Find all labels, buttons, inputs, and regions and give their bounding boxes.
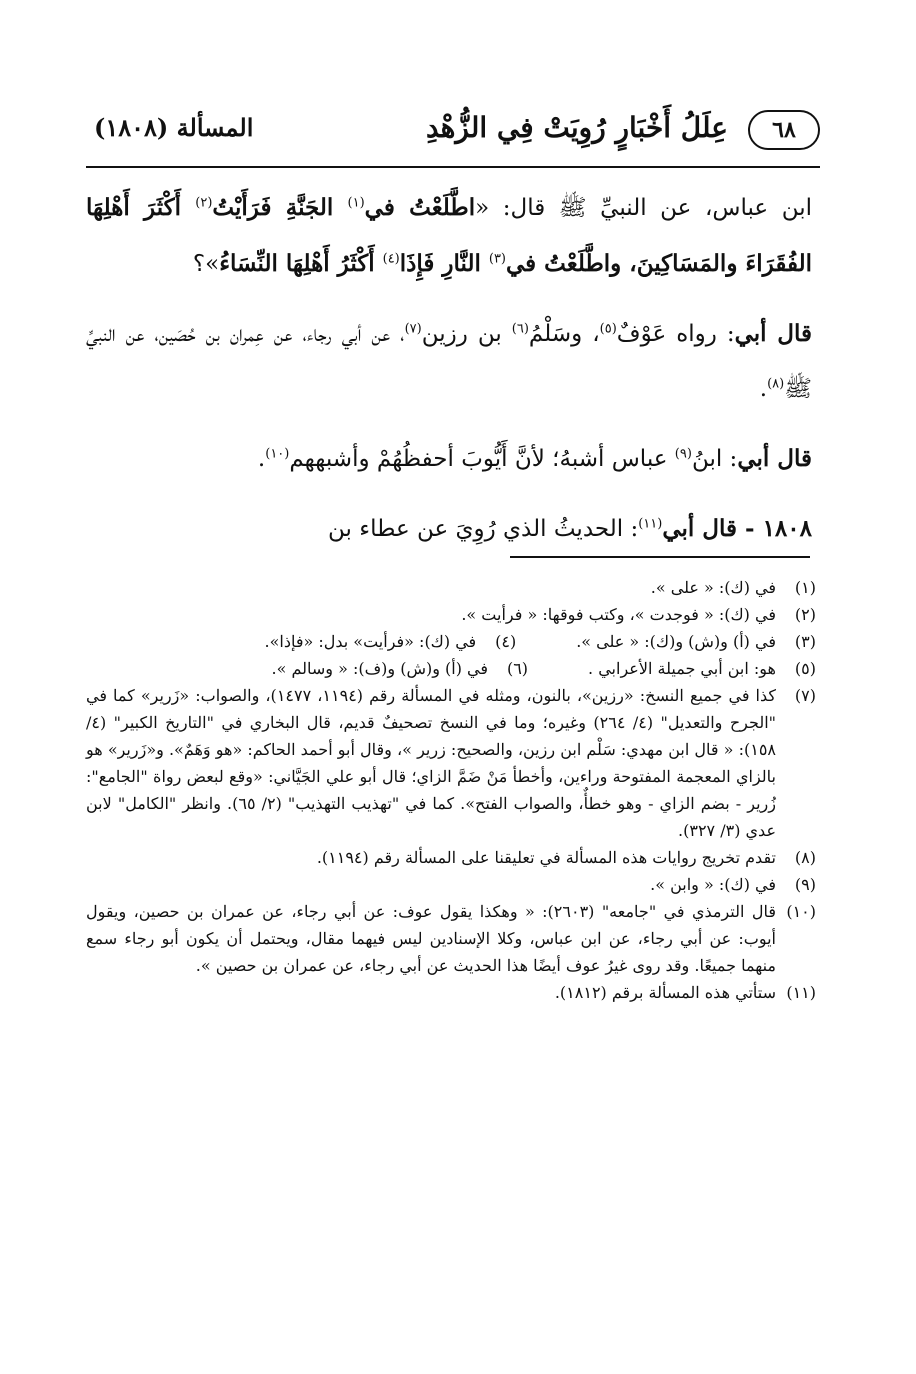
footnote-8	[86, 844, 816, 871]
footnote-9	[86, 871, 816, 898]
footnote-1	[86, 574, 816, 601]
footnote-ref[interactable]: (١١)	[638, 516, 663, 532]
footnote-text: في (ك): « وابن ».	[650, 875, 776, 894]
speaker-label: قال أبي	[734, 320, 812, 347]
text-run: .	[257, 446, 266, 472]
hadith-text: النَّارِ فَإِذَا	[399, 250, 489, 277]
text-run: : رواه عَوْفٌ	[616, 321, 735, 347]
footnote-number: (١١)	[786, 983, 816, 1002]
text-run: بن رزين	[421, 321, 512, 347]
footnote-ref[interactable]: (٦)	[511, 321, 529, 337]
page-header	[86, 108, 820, 158]
footnotes	[86, 574, 816, 1006]
footnote-6	[271, 655, 528, 682]
footnote-ref[interactable]: (١)	[347, 195, 365, 211]
footnote-ref[interactable]: (٢)	[195, 195, 213, 211]
main-text	[86, 180, 812, 571]
footnote-ref[interactable]: (٧)	[404, 321, 422, 337]
footnote-number: (١٠)	[786, 902, 816, 921]
hadith-text: أَكْثَرُ أَهْلِهَا النِّسَاءُ	[219, 250, 383, 277]
text-run: .	[759, 376, 768, 402]
paragraph-abi-2	[86, 431, 812, 487]
footnote-text: في (ك): « فوجدت »، وكتب فوقها: « فرأيت ».	[461, 605, 776, 624]
text-run: ، وسَلْمُ	[528, 321, 600, 347]
footnote-number: (٥)	[794, 659, 816, 678]
text-run: : ابنُ	[691, 446, 738, 472]
speaker-label: قال أبي	[737, 445, 812, 472]
footnote-number: (٢)	[794, 605, 816, 624]
footnote-text: هو: ابن أبي جميلة الأعرابي .	[588, 659, 776, 678]
footnote-text: ستأتي هذه المسألة برقم (١٨١٢).	[554, 983, 776, 1002]
footnote-text: تقدم تخريج روايات هذه المسألة في تعليقنا على المسألة رقم (١١٩٤).	[316, 848, 776, 867]
footnote-text: في (أ) و(ش) و(ك): « على ».	[576, 632, 776, 651]
issue-heading: ١٨٠٨ - قال أبي	[662, 515, 812, 542]
footnote-ref[interactable]: (٨)	[767, 376, 785, 392]
hadith-text: الجَنَّةِ فَرَأَيْتُ	[212, 194, 348, 221]
header-divider	[86, 166, 820, 168]
footnote-row-5-6	[86, 655, 816, 682]
text-run: : الحديثُ الذي رُوِيَ عن عطاء بن	[328, 516, 639, 542]
page-number: ٦٨	[748, 110, 820, 150]
footnote-divider	[510, 556, 810, 558]
footnote-11	[86, 979, 816, 1006]
footnote-text: كذا في جميع النسخ: «رزين»، بالنون، ومثله في المسألة رقم (١١٩٤، ١٤٧٧)، والصواب: «زَرير» كما في "الجرح والتعديل" (٤/ ٢٦٤) وغيره؛ وما في النسخ تصحيفٌ قديم، قال البخاري في "التاريخ الكبير" (٤/ ١٥٨): « قال ابن مهدي: سَلْم ابن رزين، والصحيح: زرير »، وقال أبو أحمد الحاكم: «هو وَهَمٌ». و«زَرير» هو بالزاي المعجمة المفتوحة وراءين، وأخطأ مَنْ ضَمَّ الزاي؛ قال أبو علي الجَيَّاني: «وقع لبعض رواة "الجامع": زُرير - بضم الزاي - وهو خطأٌ، والصواب الفتح». كما في "تهذيب التهذيب" (٢/ ٦٥). وانظر "الكامل" لابن عدي (٣/ ٣٢٧).	[86, 686, 777, 840]
hadith-text: اطَّلَعْتُ في	[364, 194, 476, 221]
issue-number: المسألة (١٨٠٨)	[94, 113, 254, 142]
footnote-text: قال الترمذي في "جامعه" (٢٦٠٣): « وهكذا يقول عوف: عن أبي رجاء، عن عمران بن حصين، ويقول أيوب: عن أبي رجاء، عن ابن عباس، وكلا الإسنادين ليس فيهما مقال، ويحتمل أن يكون أبو رجاء سمع منهما جميعًا. وقد روى غيرُ عوف أيضًا هذا الحديث عن أبي رجاء، عن عمران بن حصين ».	[86, 902, 776, 975]
text-run: »؟	[192, 251, 220, 277]
footnote-text: في (ك): « على ».	[650, 578, 776, 597]
footnote-number: (٤)	[495, 632, 517, 651]
paragraph-hadith	[86, 180, 812, 292]
footnote-3	[576, 628, 816, 655]
text-run: ابن عباس، عن النبيِّ ﷺ قال: «	[475, 195, 813, 221]
footnote-10	[86, 898, 816, 979]
footnote-number: (٨)	[794, 848, 816, 867]
footnote-ref[interactable]: (٤)	[382, 251, 400, 267]
paragraph-abi-1	[86, 306, 812, 417]
footnote-ref[interactable]: (١٠)	[265, 446, 290, 462]
footnote-number: (٦)	[506, 659, 529, 678]
footnote-number: (٩)	[794, 875, 816, 894]
text-run: عباس أشبهُ؛ لأنَّ أَيُّوبَ أحفظُهُمْ وأشبههم	[289, 446, 675, 472]
footnote-text: في (ك): «فرأيت» بدل: «فإذا».	[264, 632, 477, 651]
text-run: ، عن أبي رجاء، عن عِمران بن حُصَين، عن النبيِّ ﷺ	[86, 321, 812, 402]
footnote-2	[86, 601, 816, 628]
paragraph-issue-1808	[86, 501, 812, 557]
footnote-number: (٧)	[794, 686, 816, 705]
footnote-7	[86, 682, 816, 844]
book-title: عِلَلُ أَخْبَارٍ رُوِيَتْ فِي الزُّهْدِ	[425, 111, 728, 144]
footnote-row-3-4	[86, 628, 816, 655]
footnote-ref[interactable]: (٣)	[488, 251, 506, 267]
footnote-number: (١)	[794, 578, 816, 597]
footnote-text: في (أ) و(ش) و(ف): « وسالم ».	[271, 659, 489, 678]
footnote-number: (٣)	[794, 632, 816, 651]
footnote-ref[interactable]: (٥)	[599, 321, 617, 337]
footnote-ref[interactable]: (٩)	[674, 446, 692, 462]
hadith-text: أَكْثَرَ أَهْلِهَا الفُقَرَاءَ والمَسَاكِينَ، واطَّلَعْتُ في	[86, 194, 812, 277]
footnote-5	[588, 655, 816, 682]
footnote-4	[265, 628, 517, 655]
